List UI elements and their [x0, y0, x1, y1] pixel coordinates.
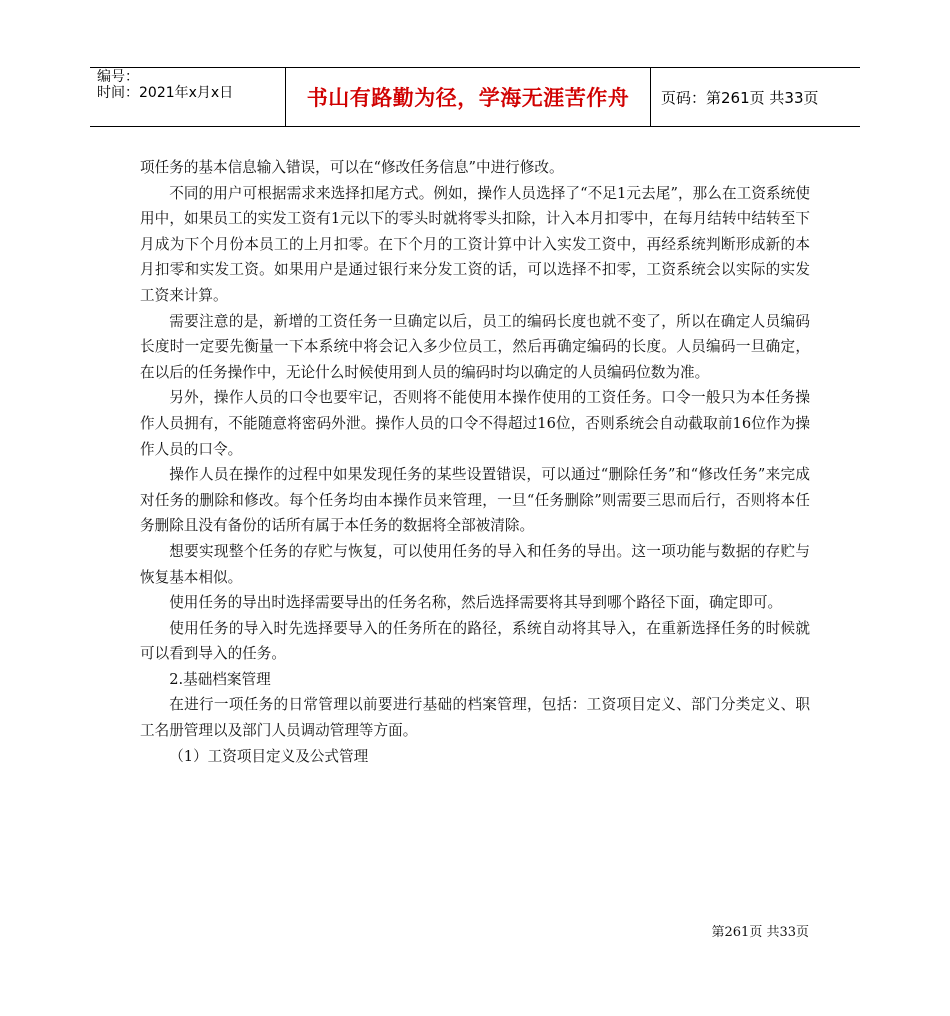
header-page-cell: [651, 68, 860, 126]
paragraph: 使用任务的导入时先选择要导入的任务所在的路径，系统自动将其导入，在重新选择任务的时候就可以看到导入的任务。: [140, 619, 810, 663]
header-motto-cell: [286, 68, 651, 126]
paragraph: 另外，操作人员的口令也要牢记，否则将不能使用本操作使用的工资任务。口令一般只为本任务操作人员拥有，不能随意将密码外泄。操作人员的口令不得超过16位，否则系统会自动截取前16位作为操作人员的口令。: [140, 389, 810, 458]
time-label: 时间：2021年x月x日: [97, 85, 234, 101]
page-info: 页码：第261页 共33页: [661, 88, 819, 107]
paragraph: 使用任务的导出时选择需要导出的任务名称，然后选择需要将其导到哪个路径下面，确定即可。: [169, 594, 783, 612]
paragraph: 想要实现整个任务的存贮与恢复，可以使用任务的导入和任务的导出。这一项功能与数据的存贮与恢复基本相似。: [140, 542, 810, 586]
section-heading: 2.基础档案管理: [169, 670, 271, 688]
paragraph: 需要注意的是，新增的工资任务一旦确定以后，员工的编码长度也就不变了，所以在确定人员编码长度时一定要先衡量一下本系统中将会记入多少位员工，然后再确定编码的长度。人员编码一旦确定，在以后的任务操作中，无论什么时候使用到人员的编码时均以确定的人员编码位数为准。: [140, 312, 810, 381]
paragraph: 操作人员在操作的过程中如果发现任务的某些设置错误，可以通过“删除任务”和“修改任务”来完成对任务的删除和修改。每个任务均由本操作员来管理，一旦“任务删除”则需要三思而后行，否则将本任务删除且没有备份的话所有属于本任务的数据将全部被清除。: [140, 466, 810, 535]
document-body: [140, 155, 810, 769]
subsection-heading: （1）工资项目定义及公式管理: [169, 747, 369, 765]
paragraph: 在进行一项任务的日常管理以前要进行基础的档案管理，包括：工资项目定义、部门分类定义、职工名册管理以及部门人员调动管理等方面。: [140, 696, 810, 740]
page-footer: 第261页 共33页: [711, 925, 809, 940]
code-label: 编号：: [97, 69, 139, 85]
page-header: [90, 67, 860, 127]
header-info-cell: [90, 68, 286, 126]
paragraph: 不同的用户可根据需求来选择扣尾方式。例如，操作人员选择了“不足1元去尾”，那么在工资系统使用中，如果员工的实发工资有1元以下的零头时就将零头扣除，计入本月扣零中，在每月结转中结转至下月成为下个月份本员工的上月扣零。在下个月的工资计算中计入实发工资中，再经系统判断形成新的本月扣零和实发工资。如果用户是通过银行来分发工资的话，可以选择不扣零，工资系统会以实际的实发工资来计算。: [140, 184, 810, 304]
paragraph: 项任务的基本信息输入错误，可以在“修改任务信息”中进行修改。: [140, 159, 564, 176]
motto-text: 书山有路勤为径，学海无涯苦作舟: [306, 86, 630, 110]
